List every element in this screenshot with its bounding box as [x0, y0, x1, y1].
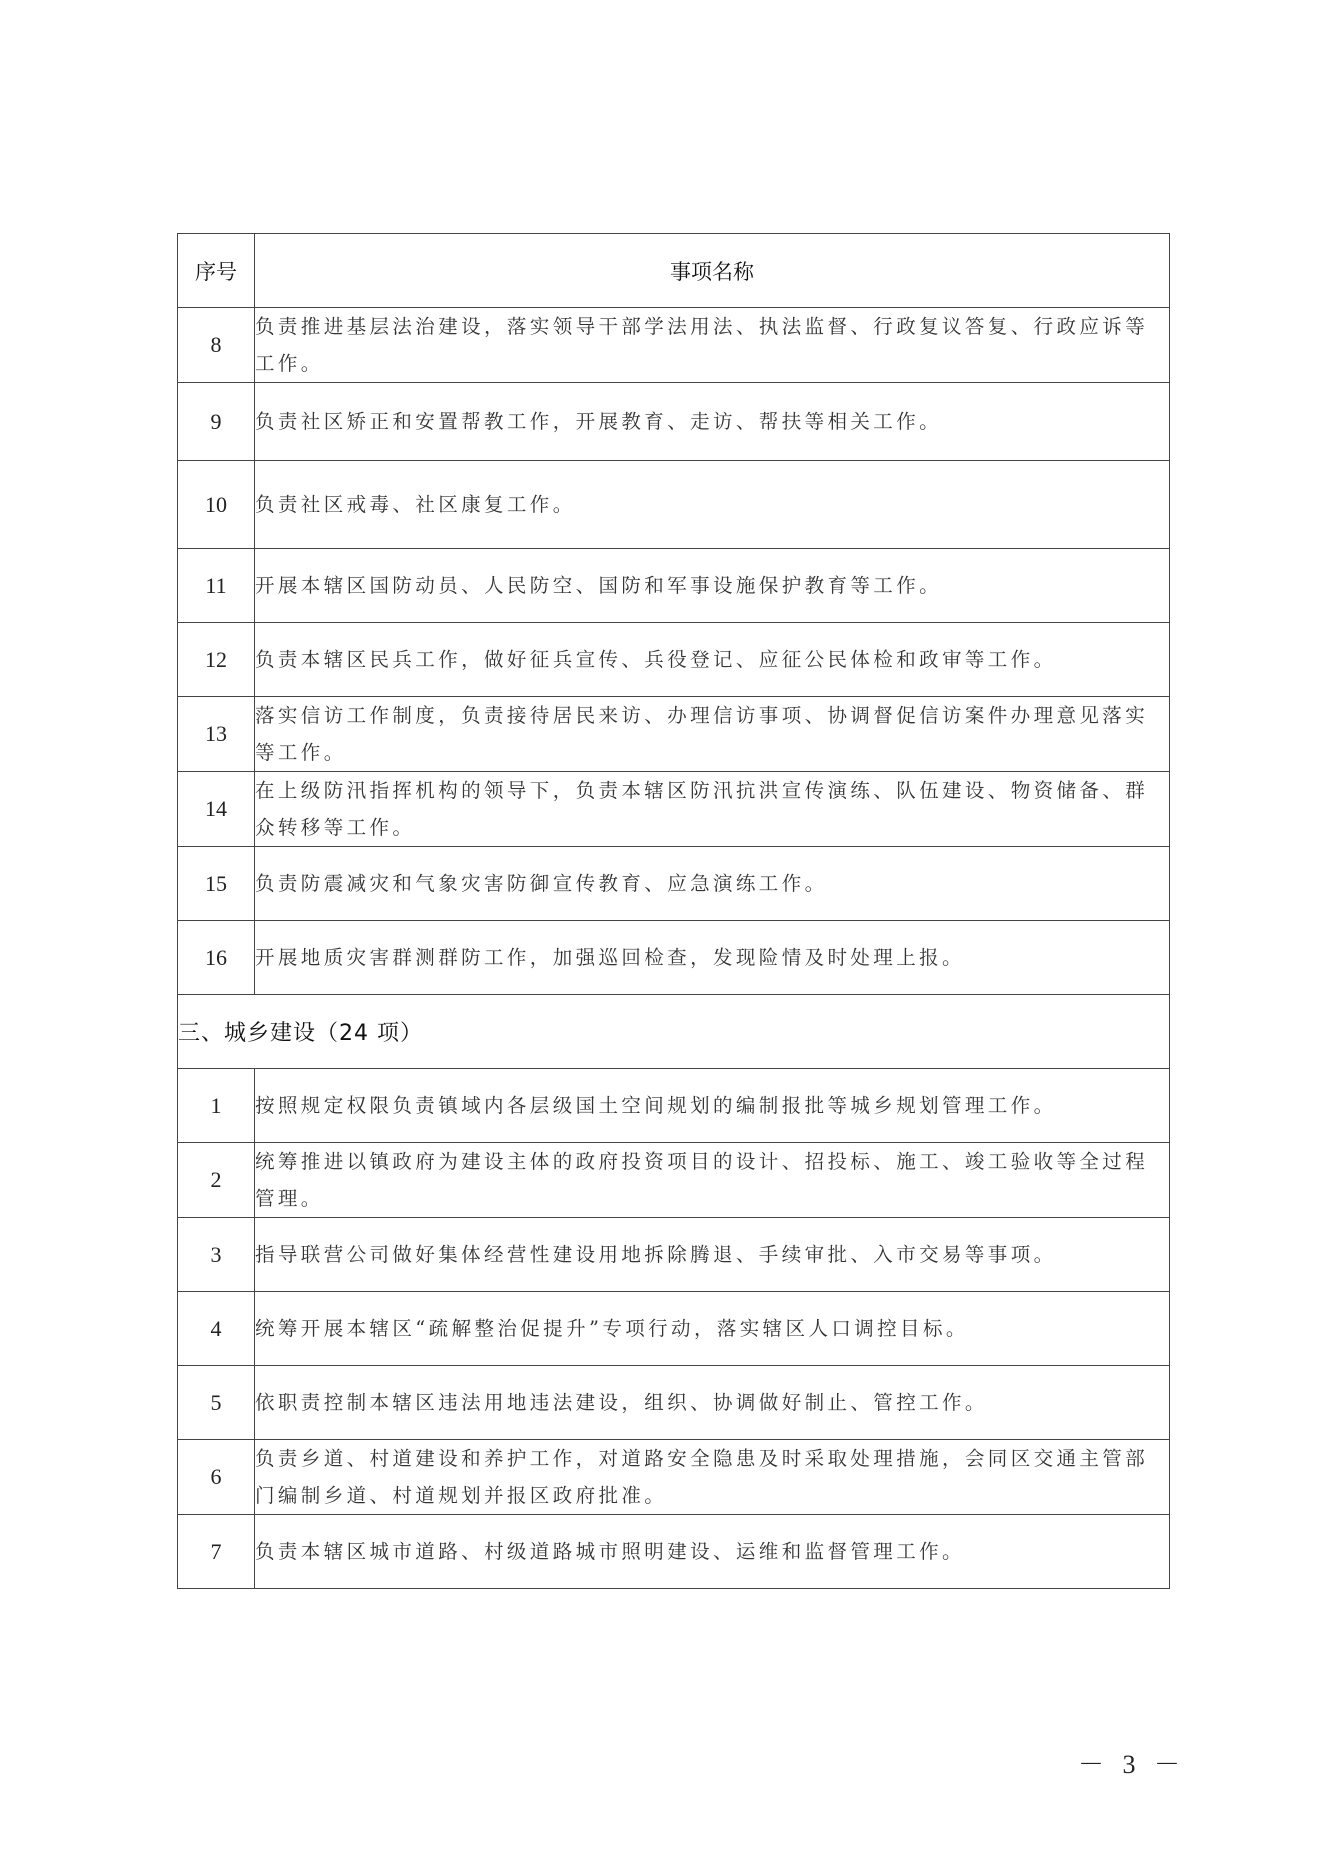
table-row: [178, 1218, 1170, 1292]
row-text: 负责社区戒毒、社区康复工作。: [255, 461, 1170, 549]
row-text: 指导联营公司做好集体经营性建设用地拆除腾退、手续审批、入市交易等事项。: [255, 1218, 1170, 1292]
row-text: 开展地质灾害群测群防工作，加强巡回检查，发现险情及时处理上报。: [255, 921, 1170, 995]
table-row: [178, 461, 1170, 549]
section-header-row: [178, 995, 1170, 1069]
table-row: [178, 772, 1170, 847]
page-number: － 3 －: [1078, 1750, 1187, 1779]
row-number: 9: [178, 383, 255, 461]
row-text: 负责社区矫正和安置帮教工作，开展教育、走访、帮扶等相关工作。: [255, 383, 1170, 461]
row-text: 负责本辖区民兵工作，做好征兵宣传、兵役登记、应征公民体检和政审等工作。: [255, 623, 1170, 697]
table-row: [178, 1515, 1170, 1589]
row-text: 统筹开展本辖区“疏解整治促提升”专项行动，落实辖区人口调控目标。: [255, 1292, 1170, 1366]
row-number: 1: [178, 1069, 255, 1143]
row-text: 负责乡道、村道建设和养护工作，对道路安全隐患及时采取处理措施，会同区交通主管部门编制乡道、村道规划并报区政府批准。: [255, 1440, 1170, 1515]
table-row: [178, 383, 1170, 461]
row-text: 落实信访工作制度，负责接待居民来访、办理信访事项、协调督促信访案件办理意见落实等工作。: [255, 697, 1170, 772]
table-row: [178, 1292, 1170, 1366]
table-row: [178, 697, 1170, 772]
header-number: 序号: [178, 234, 255, 308]
row-number: 12: [178, 623, 255, 697]
row-number: 8: [178, 308, 255, 383]
row-text: 开展本辖区国防动员、人民防空、国防和军事设施保护教育等工作。: [255, 549, 1170, 623]
row-text: 在上级防汛指挥机构的领导下，负责本辖区防汛抗洪宣传演练、队伍建设、物资储备、群众转移等工作。: [255, 772, 1170, 847]
table-header-row: [178, 234, 1170, 308]
table-row: [178, 308, 1170, 383]
row-number: 15: [178, 847, 255, 921]
table-row: [178, 847, 1170, 921]
row-number: 5: [178, 1366, 255, 1440]
row-text: 按照规定权限负责镇域内各层级国土空间规划的编制报批等城乡规划管理工作。: [255, 1069, 1170, 1143]
table-row: [178, 549, 1170, 623]
responsibility-items-table: [177, 233, 1170, 1589]
table-row: [178, 1143, 1170, 1218]
table-row: [178, 921, 1170, 995]
table-row: [178, 1366, 1170, 1440]
row-number: 16: [178, 921, 255, 995]
section-title: 三、城乡建设（24 项）: [178, 995, 1170, 1069]
row-number: 3: [178, 1218, 255, 1292]
row-text: 统筹推进以镇政府为建设主体的政府投资项目的设计、招投标、施工、竣工验收等全过程管理。: [255, 1143, 1170, 1218]
row-number: 13: [178, 697, 255, 772]
row-text: 负责防震减灾和气象灾害防御宣传教育、应急演练工作。: [255, 847, 1170, 921]
row-number: 11: [178, 549, 255, 623]
table-row: [178, 623, 1170, 697]
row-number: 2: [178, 1143, 255, 1218]
row-text: 负责推进基层法治建设，落实领导干部学法用法、执法监督、行政复议答复、行政应诉等工作。: [255, 308, 1170, 383]
row-number: 7: [178, 1515, 255, 1589]
table-row: [178, 1440, 1170, 1515]
row-text: 负责本辖区城市道路、村级道路城市照明建设、运维和监督管理工作。: [255, 1515, 1170, 1589]
header-item-name: 事项名称: [255, 234, 1170, 308]
row-number: 14: [178, 772, 255, 847]
row-number: 4: [178, 1292, 255, 1366]
row-text: 依职责控制本辖区违法用地违法建设，组织、协调做好制止、管控工作。: [255, 1366, 1170, 1440]
row-number: 6: [178, 1440, 255, 1515]
table-row: [178, 1069, 1170, 1143]
row-number: 10: [178, 461, 255, 549]
